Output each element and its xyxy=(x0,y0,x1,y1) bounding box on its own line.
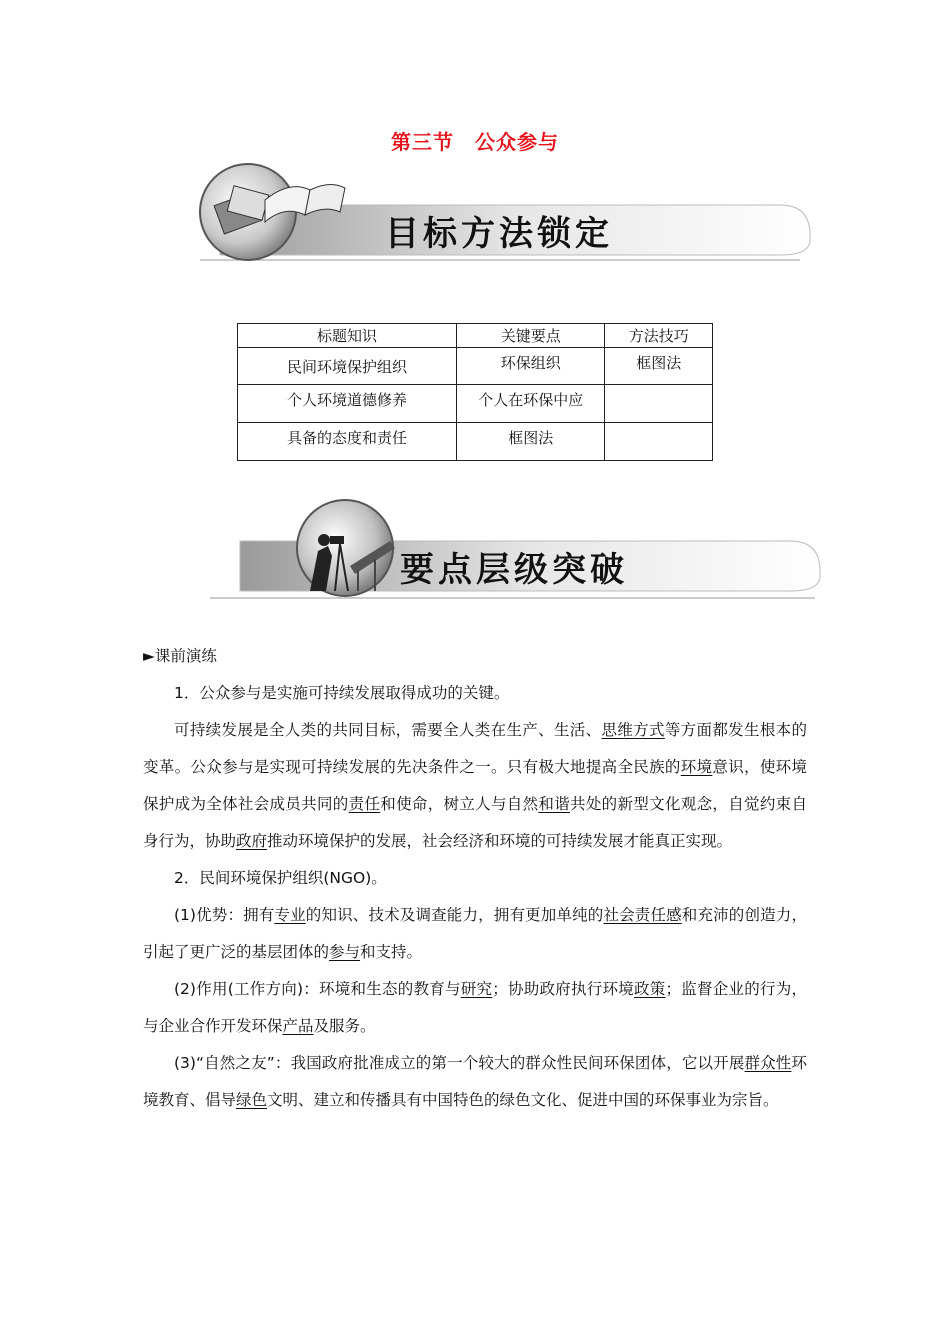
photographer-icon xyxy=(297,500,395,596)
blank-answer: 政策 xyxy=(633,980,666,998)
table-cell: 框图法 xyxy=(457,423,605,461)
text-run: 和充沛的创造力，引起了更广泛的基层团体的 xyxy=(143,906,807,961)
table-cell: 民间环境保护组织 xyxy=(238,348,457,385)
table-cell: 框图法 xyxy=(605,348,713,385)
blank-answer: 研究 xyxy=(460,980,493,998)
paragraph-role xyxy=(143,971,807,1045)
blank-answer: 群众性 xyxy=(744,1054,792,1072)
lesson-content xyxy=(143,638,807,1119)
banner-title: 目标方法锁定 xyxy=(385,214,613,254)
text-run: ；协助政府执行环境 xyxy=(492,980,634,998)
point-2-heading: 2．民间环境保护组织(NGO)。 xyxy=(174,869,387,887)
table-header-cell: 标题知识 xyxy=(238,324,457,348)
table-cell: 个人在环保中应 xyxy=(457,385,605,423)
text-run: 推动环境保护的发展，社会经济和环境的可持续发展才能真正实现。 xyxy=(267,832,733,850)
text-run: 及服务。 xyxy=(313,1017,376,1035)
table-cell xyxy=(605,385,713,423)
page-title: 第三节 公众参与 xyxy=(391,130,559,154)
summary-table xyxy=(237,323,713,461)
section-label: ►课前演练 xyxy=(143,647,217,665)
blank-answer: 政府 xyxy=(236,832,268,850)
text-run: (2)作用(工作方向)：环境和生态的教育与 xyxy=(174,980,461,998)
blank-answer: 参与 xyxy=(329,943,361,961)
table-header-cell: 方法技巧 xyxy=(605,324,713,348)
text-run: (3)“自然之友”：我国政府批准成立的第一个较大的群众性民间环保团体，它以开展 xyxy=(174,1054,745,1072)
paragraph-friends-of-nature xyxy=(143,1045,807,1119)
blank-answer: 环境 xyxy=(680,758,713,776)
section-banner-keypoints xyxy=(190,496,830,611)
text-run: 可持续发展是全人类的共同目标，需要全人类在生产、生活、 xyxy=(174,721,602,739)
table-header-row xyxy=(238,324,713,348)
banner-title: 要点层级突破 xyxy=(400,550,628,590)
table-cell: 环保组织 xyxy=(457,348,605,385)
blank-answer: 和谐 xyxy=(538,795,571,813)
text-run: 意识，使环境保护成为全体社会成员共同的 xyxy=(143,758,807,813)
blank-answer: 思维方式 xyxy=(601,721,665,739)
text-run: 环境教育、倡导 xyxy=(143,1054,807,1109)
table-cell: 个人环境道德修养 xyxy=(238,385,457,423)
text-run: 和支持。 xyxy=(360,943,423,961)
blank-answer: 绿色 xyxy=(236,1091,268,1109)
blank-answer: 责任 xyxy=(348,795,381,813)
blank-answer: 产品 xyxy=(282,1017,314,1035)
paragraph-sustainable-development xyxy=(143,712,807,860)
blank-answer: 专业 xyxy=(274,906,306,924)
table-row xyxy=(238,348,713,385)
text-run: 等方面都发生根本的变革。公众参与是实现可持续发展的先决条件之一。只有极大地提高全民族的 xyxy=(143,721,807,776)
paragraph-advantages xyxy=(143,897,807,971)
text-run: ；监督企业的行为，与企业合作开发环保 xyxy=(143,980,807,1035)
text-run: 文明、建立和传播具有中国特色的绿色文化、促进中国的环保事业为宗旨。 xyxy=(267,1091,779,1109)
table-header-cell: 关键要点 xyxy=(457,324,605,348)
text-run: 和使命，树立人与自然 xyxy=(380,795,539,813)
text-run: 共处的新型文化观念，自觉约束自身行为，协助 xyxy=(143,795,807,850)
section-banner-goals xyxy=(180,160,820,275)
table-row xyxy=(238,423,713,461)
text-run: (1)优势：拥有 xyxy=(174,906,275,924)
table-row xyxy=(238,385,713,423)
table-cell: 具备的态度和责任 xyxy=(238,423,457,461)
text-run: 的知识、技术及调查能力，拥有更加单纯的 xyxy=(305,906,604,924)
point-1-heading: 1．公众参与是实施可持续发展取得成功的关键。 xyxy=(174,684,510,702)
blank-answer: 社会责任感 xyxy=(603,906,682,924)
table-cell xyxy=(605,423,713,461)
